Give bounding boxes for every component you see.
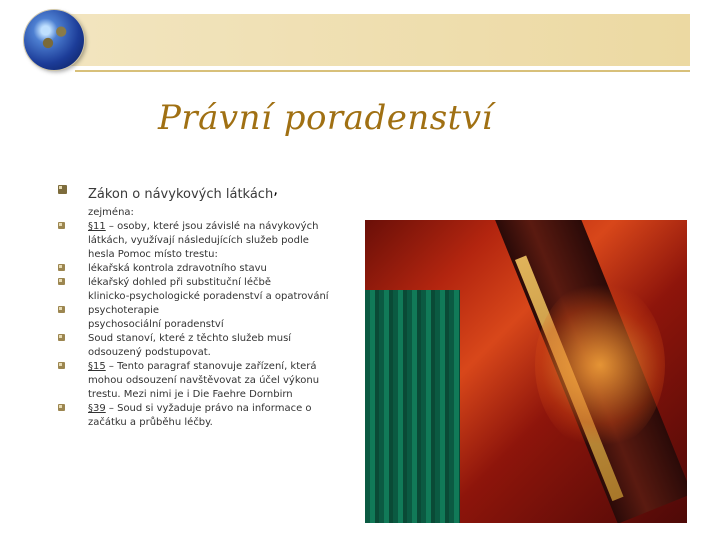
slide-photo — [365, 220, 687, 523]
square-bullet-icon — [58, 306, 65, 313]
list-item-text: – Tento paragraf stanovuje zařízení, která — [105, 361, 317, 372]
paragraph-11-link[interactable]: §11 — [88, 221, 106, 232]
list-item — [58, 262, 358, 276]
globe-icon — [24, 10, 84, 70]
list-item — [58, 402, 358, 416]
list-item-continuation: psychosociální poradenství — [88, 319, 224, 330]
list-item-text: lékařský dohled při substituční léčbě — [88, 277, 271, 288]
square-bullet-icon — [58, 334, 65, 341]
list-item — [58, 220, 358, 234]
square-bullet-icon — [58, 222, 65, 229]
paragraph-15-link[interactable]: §15 — [88, 361, 106, 372]
bullet-list — [58, 180, 358, 430]
list-item-continuation: klinicko-psychologické poradenství a opatrování — [88, 291, 329, 302]
list-item — [58, 332, 358, 346]
list-item — [58, 276, 358, 290]
list-item-continuation: hesla Pomoc místo trestu: — [88, 249, 218, 260]
main-bullet-text: Zákon o návykových látkách — [88, 187, 274, 202]
list-item-continuation: odsouzený podstupovat. — [88, 347, 211, 358]
list-item-text: Soud stanoví, které z těchto služeb musí — [88, 333, 292, 344]
square-bullet-icon — [58, 278, 65, 285]
square-bullet-icon — [58, 185, 67, 194]
square-bullet-icon — [58, 404, 65, 411]
list-item-continuation: látkách, využívají následujících služeb podle — [88, 235, 309, 246]
list-item-text: psychoterapie — [88, 305, 160, 316]
list-item-text: – osoby, které jsou závislé na návykových — [105, 221, 319, 232]
main-bullet — [58, 180, 358, 204]
header-band — [40, 14, 690, 66]
list-item-text: – Soud si vyžaduje právo na informace o — [105, 403, 312, 414]
list-item-text: lékařská kontrola zdravotního stavu — [88, 263, 267, 274]
slide-title: Právní poradenství — [158, 98, 493, 138]
intro-line: zejména: — [88, 207, 134, 218]
square-bullet-icon — [58, 264, 65, 271]
list-item-continuation: mohou odsouzení navštěvovat za účel výkonu — [88, 375, 320, 386]
paragraph-39-link[interactable]: §39 — [88, 403, 106, 414]
photo-green-object — [365, 290, 460, 523]
main-bullet-punct: , — [273, 180, 278, 198]
list-item — [58, 360, 358, 374]
list-item-continuation: trestu. Mezi nimi je i Die Faehre Dornbirn — [88, 389, 293, 400]
list-item — [58, 304, 358, 318]
photo-glow — [535, 280, 665, 450]
list-item-continuation: začátku a průběhu léčby. — [88, 417, 213, 428]
header-divider — [75, 70, 690, 72]
square-bullet-icon — [58, 362, 65, 369]
